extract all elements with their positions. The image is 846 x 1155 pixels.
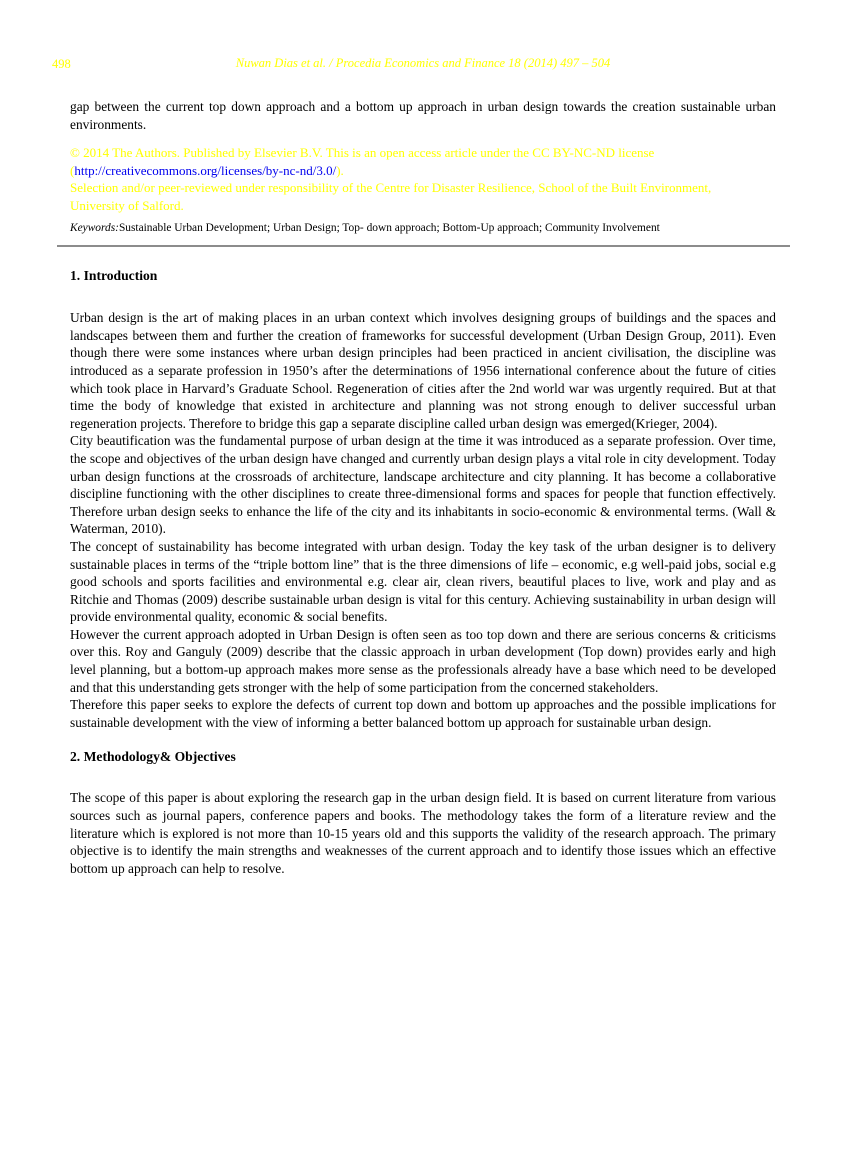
page-content bbox=[70, 98, 776, 877]
license-block bbox=[70, 144, 776, 214]
peer-review-statement: Selection and/or peer-reviewed under responsibility of the Centre for Disaster Resilience, School of the Built Environment, bbox=[70, 180, 712, 196]
license-paren-open: ( bbox=[70, 162, 75, 178]
intro-paragraph-1: Urban design is the art of making places in an urban context which involves designing groups of buildings and the spaces and landscapes between them and further the creation of frameworks for successful development (Urban Design Group, 2011). Even though there were some instances where urban design principles had been practiced in ancient civilisation, the discipline was introduced as a separate profession in 1950’s after the determinations of 1956 international conference about the future of cities which took place in Harvard’s Graduate School. Regeneration of cities after the 2nd world war was urgently required. But at that time the body of knowledge that existed in architecture and planning was not strong enough to deliver successful urban regeneration projects. Therefore to bridge this gap a separate discipline called urban design was emerged(Krieger, 2004). bbox=[70, 310, 776, 431]
intro-paragraph-3: The concept of sustainability has become integrated with urban design. Today the key task of the urban designer is to delivery sustainable places in terms of the “triple bottom line” that is the three dimensions of life – economic, e.g well-paid jobs, social e.g good schools and sports facilities and environmental e.g. clear air, clean rivers, beautiful places to live, work and play and as Ritchie and Thomas (2009) describe sustainable urban design is vital for this century. Achieving sustainability in urban design will provide environmental quality, economic & social benefits. bbox=[70, 538, 776, 625]
keywords-text: Sustainable Urban Development; Urban Design; Top- down approach; Bottom-Up approach; Community Involvement bbox=[118, 222, 660, 235]
intro-paragraph-2: City beautification was the fundamental purpose of urban design at the time it was introduced as a separate profession. Over time, the scope and objectives of the urban design have changed and currently urban design plays a vital role in city development. Today urban design functions at the crossroads of architecture, landscape architecture and city planning. It has become a collaborative discipline functioning with the other disciplines to create three-dimensional forms and spaces for people that function effectively. Therefore urban design seeks to enhance the life of the city and its inhabitants in socio-economic & environmental terms. (Wall & Waterman, 2010). bbox=[70, 433, 776, 537]
header-divider bbox=[57, 245, 790, 247]
license-statement: © 2014 The Authors. Published by Elsevier B.V. This is an open access article under the CC BY-NC-ND license bbox=[70, 145, 655, 161]
section-heading-introduction: 1. Introduction bbox=[70, 268, 158, 284]
intro-paragraph-5: Therefore this paper seeks to explore the defects of current top down and bottom up approaches and the possible implications for sustainable development with the view of informing a better balanced bottom up approach for sustainable urban design. bbox=[70, 697, 776, 730]
keywords-label: Keywords: bbox=[70, 222, 119, 235]
cc-license-link[interactable]: http://creativecommons.org/licenses/by-nc-nd/3.0/ bbox=[74, 162, 337, 178]
running-header bbox=[52, 56, 776, 72]
license-url-line bbox=[70, 162, 776, 180]
page-number: 498 bbox=[52, 57, 71, 71]
intro-paragraph-4: However the current approach adopted in Urban Design is often seen as too top down and there are serious concerns & criticisms over this. Roy and Ganguly (2009) describe that the classic approach in urban development (Top down) provides early and high level planning, but a bottom-up approach makes more sense as the professionals already have a base which need to be developed and that this understanding gets stronger with the help of some participation from the concerned stakeholders. bbox=[70, 626, 776, 695]
abstract-continuation: gap between the current top down approach and a bottom up approach in urban design towards the creation sustainable urban environments. bbox=[70, 99, 776, 132]
peer-review-statement-continued: University of Salford. bbox=[70, 197, 184, 213]
keywords-line bbox=[70, 221, 776, 235]
methodology-paragraph-1: The scope of this paper is about exploring the research gap in the urban design field. It is based on current literature from various sources such as journal papers, conference papers and books. The methodology takes the form of a literature review and the literature which is explored is not more than 10-15 years old and this supports the validity of the research approach. The primary objective is to identify the main strengths and weaknesses of the current approach and to identify those issues which an effective bottom up approach can help to resolve. bbox=[70, 790, 776, 876]
journal-citation: Nuwan Dias et al. / Procedia Economics and Finance 18 (2014) 497 – 504 bbox=[235, 56, 611, 70]
section-heading-methodology: 2. Methodology& Objectives bbox=[70, 749, 236, 765]
license-paren-close: ). bbox=[336, 162, 344, 178]
